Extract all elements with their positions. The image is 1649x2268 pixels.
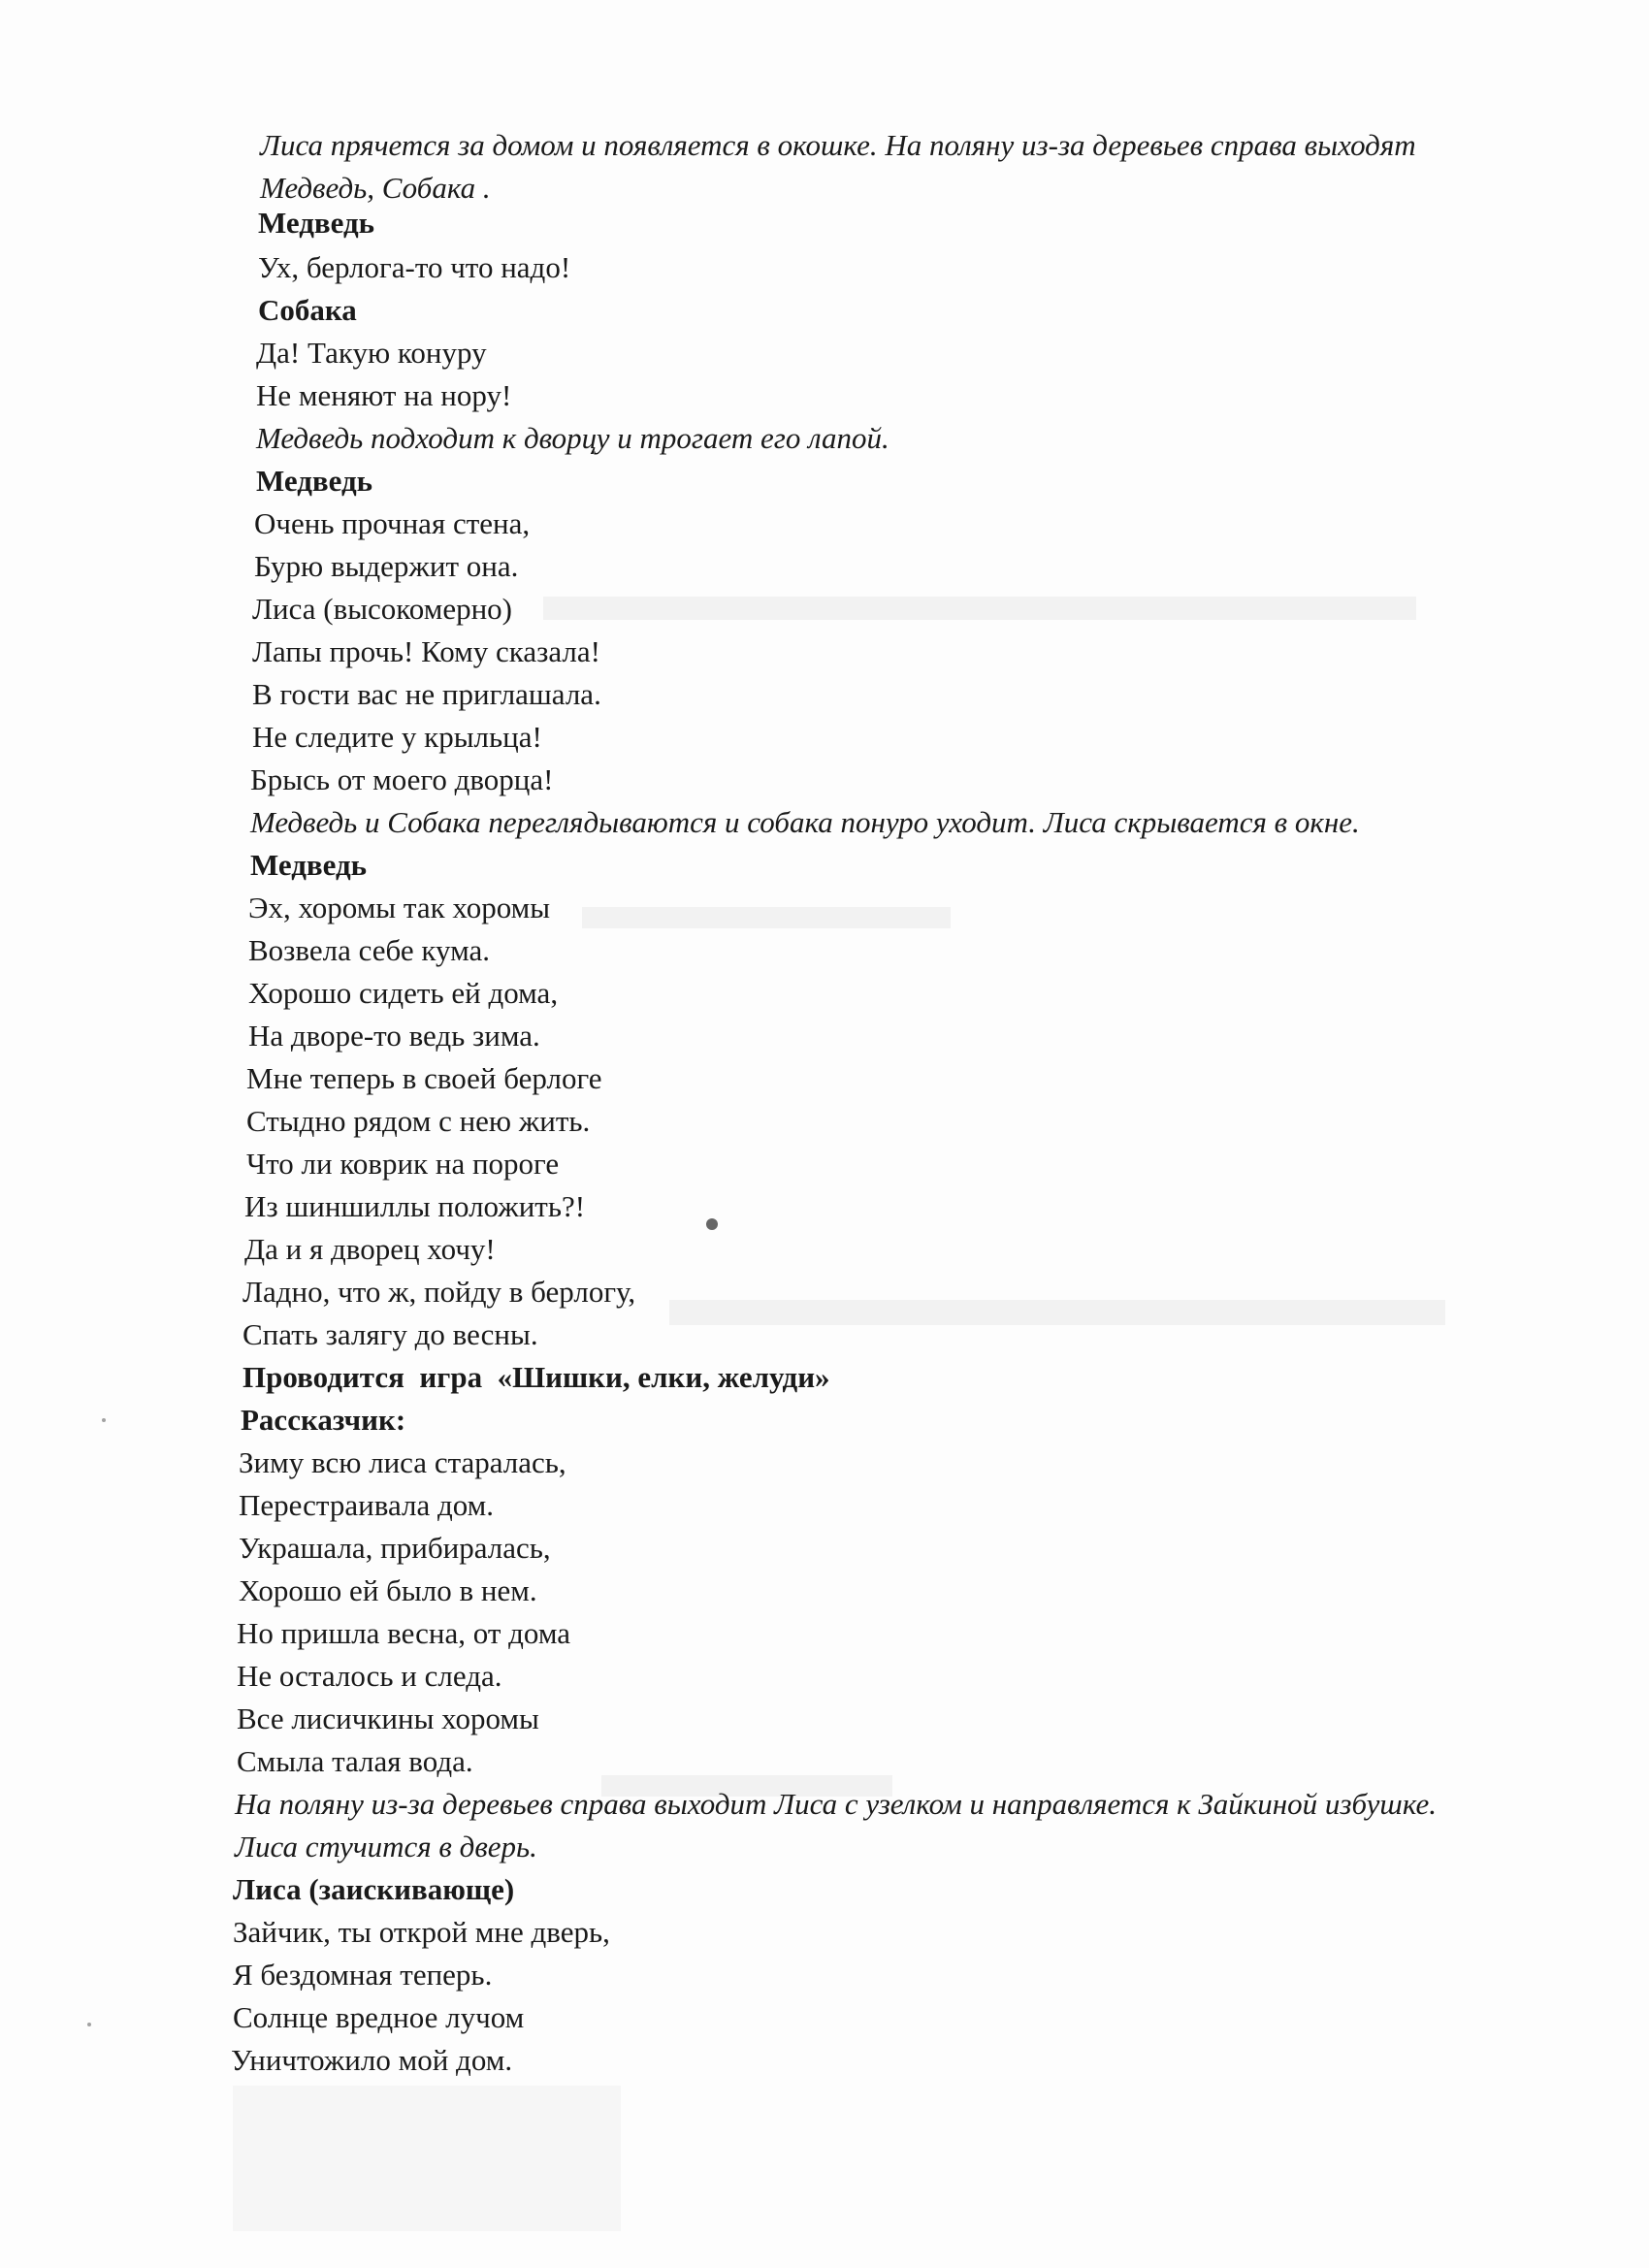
dialogue-line: Очень прочная стена, [254,506,531,540]
dialogue-line: Да! Такую конуру [256,336,487,370]
scan-speck [706,1218,718,1230]
bleed-through-artifact [233,2086,621,2231]
scan-speck [102,1418,106,1422]
bleed-through-artifact [582,907,951,928]
speaker-name: Медведь [258,206,375,240]
dialogue-line: Спать залягу до весны. [242,1317,538,1351]
dialogue-line: Лиса (высокомерно) [252,592,512,626]
dialogue-line: Из шиншиллы положить?! [244,1189,586,1223]
dialogue-line: Не осталось и следа. [237,1659,502,1693]
dialogue-line: Брысь от моего дворца! [250,762,554,796]
dialogue-line: Хорошо ей было в нем. [239,1573,537,1607]
dialogue-line: Но пришла весна, от дома [237,1616,570,1650]
dialogue-line: Бурю выдержит она. [254,549,519,583]
speaker-name: Рассказчик: [241,1403,406,1437]
dialogue-line: Хорошо сидеть ей дома, [248,976,559,1010]
dialogue-line: Уничтожило мой дом. [231,2043,513,2077]
dialogue-line: Украшала, прибиралась, [239,1531,551,1565]
dialogue-line: Возвела себе кума. [248,933,491,967]
dialogue-line: Лапы прочь! Кому сказала! [252,634,600,668]
dialogue-line: Зиму всю лиса старалась, [239,1445,566,1479]
game-announcement: Проводится игра «Шишки, елки, желуди» [242,1360,830,1394]
dialogue-line: Зайчик, ты открой мне дверь, [233,1915,610,1949]
stage-direction: Лиса прячется за домом и появляется в окошке. На поляну из-за деревьев справа выходят Медведь, Собака . [260,128,1416,205]
dialogue-line: Я бездомная теперь. [233,1958,493,1992]
stage-direction: Медведь и Собака переглядываются и собака понуро уходит. Лиса скрывается в окне. [250,805,1360,839]
dialogue-line: В гости вас не приглашала. [252,677,601,711]
stage-direction: На поляну из-за деревьев справа выходит Лиса с узелком и направляется к Зайкиной избушке. Лиса стучится в дверь. [235,1787,1438,1863]
dialogue-line: Да и я дворец хочу! [244,1232,496,1266]
bleed-through-artifact [669,1300,1445,1325]
dialogue-line: Все лисичкины хоромы [237,1701,539,1735]
dialogue-line: Перестраивала дом. [239,1488,495,1522]
stage-direction: Медведь подходит к дворцу и трогает его лапой. [256,421,889,455]
scan-speck [87,2023,91,2026]
dialogue-line: Ладно, что ж, пойду в берлогу, [242,1275,636,1309]
speaker-name: Медведь [250,848,368,882]
dialogue-line: На дворе-то ведь зима. [248,1019,540,1053]
speaker-name: Медведь [256,464,373,498]
dialogue-line: Не следите у крыльца! [252,720,542,754]
speaker-name: Лиса (заискивающе) [233,1872,515,1906]
dialogue-line: Стыдно рядом с нею жить. [246,1104,591,1138]
dialogue-line: Не меняют на нору! [256,378,512,412]
dialogue-line: Эх, хоромы так хоромы [248,891,551,924]
dialogue-line: Смыла талая вода. [237,1744,473,1778]
speaker-name: Собака [258,293,357,327]
dialogue-line: Солнце вредное лучом [233,2000,525,2034]
dialogue-line: Мне теперь в своей берлоге [246,1061,602,1095]
dialogue-line: Ух, берлога-то что надо! [258,250,571,284]
dialogue-line: Что ли коврик на пороге [246,1147,560,1181]
bleed-through-artifact [543,597,1416,620]
